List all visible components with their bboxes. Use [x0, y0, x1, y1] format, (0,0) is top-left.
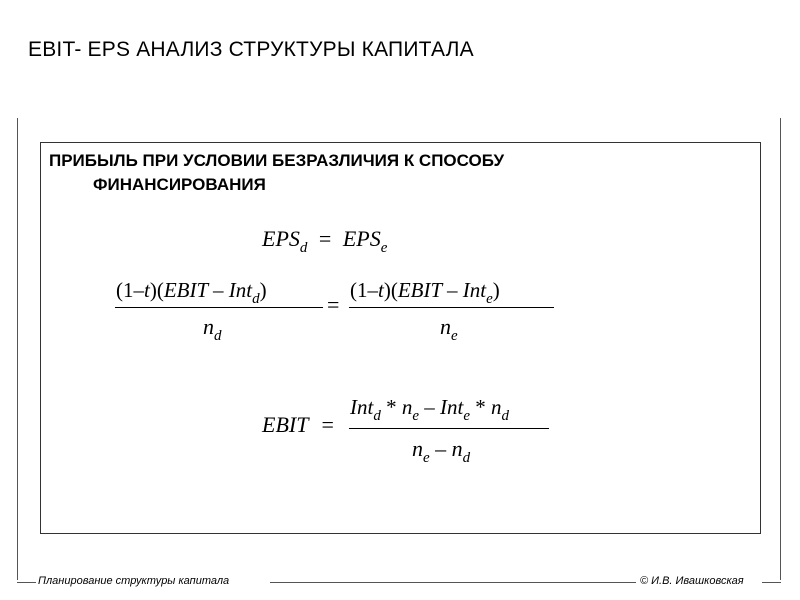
formula-minus: –	[213, 278, 224, 302]
formula-term: n	[412, 436, 423, 461]
formula-term: Int	[228, 278, 253, 302]
formula-subscript: e	[380, 240, 388, 256]
formula-subscript: d	[252, 291, 260, 307]
formula-term: )	[492, 278, 500, 302]
box-heading-line1: ПРИБЫЛЬ ПРИ УСЛОВИИ БЕЗРАЗЛИЧИЯ К СПОСОБУ	[49, 151, 505, 170]
formula-operator: *	[386, 395, 397, 419]
fraction-bar-right	[349, 307, 554, 308]
formula-term: EPS	[262, 226, 300, 251]
footer-rule-right	[762, 582, 781, 583]
formula-term: n	[451, 436, 463, 461]
formula-term: n	[491, 395, 502, 419]
formula-ebit-numerator	[350, 395, 509, 424]
formula-minus: –	[424, 395, 435, 419]
formula-subscript: e	[463, 408, 470, 424]
box-heading	[49, 149, 689, 197]
formula-ebit-denominator	[412, 436, 471, 466]
formula-term: Int	[440, 395, 464, 419]
formula-subscript: d	[299, 240, 308, 256]
footer-course-title: Планирование структуры капитала	[38, 575, 230, 587]
formula-term: EPS	[342, 226, 381, 251]
formula-minus: –	[435, 436, 447, 461]
formula-term: n	[401, 395, 413, 419]
frame-left-rule	[17, 118, 18, 580]
formula-equals: =	[321, 412, 334, 437]
footer-rule-middle	[270, 582, 636, 583]
formula-subscript: d	[501, 408, 509, 424]
formula-term: )	[259, 278, 267, 302]
formula-ebit-lhs	[262, 412, 334, 438]
formula-minus: –	[133, 278, 144, 302]
formula-term: (1	[350, 278, 368, 302]
footer-rule-left	[17, 582, 36, 583]
formula-term: )(	[383, 278, 398, 302]
formula-subscript: d	[462, 450, 471, 466]
formula-indifference-left-numerator	[116, 278, 267, 307]
formula-subscript: e	[451, 328, 458, 344]
formula-equals: =	[327, 292, 340, 317]
footer-author: © И.В. Ивашковская	[640, 575, 744, 587]
formula-term: n	[203, 314, 214, 339]
formula-minus: –	[447, 278, 458, 302]
formula-minus: –	[367, 278, 378, 302]
formula-term: n	[440, 314, 451, 339]
formula-term: EBIT	[262, 412, 309, 437]
formula-subscript: e	[423, 450, 430, 466]
formula-indifference-equals	[327, 292, 339, 318]
formula-term: Int	[462, 278, 487, 302]
content-box	[40, 142, 761, 534]
formula-indifference-left-denominator	[203, 314, 222, 344]
formula-operator: *	[475, 395, 486, 419]
formula-term: Int	[350, 395, 374, 419]
formula-eps-equality	[262, 226, 388, 256]
formula-indifference-right-denominator	[440, 314, 458, 344]
slide-title: EBIT- EPS АНАЛИЗ СТРУКТУРЫ КАПИТАЛА	[28, 38, 474, 61]
formula-subscript: d	[373, 408, 381, 424]
formula-term: )(	[149, 278, 164, 302]
fraction-bar-left	[115, 307, 323, 308]
fraction-bar-ebit	[349, 428, 549, 429]
formula-term: (1	[116, 278, 134, 302]
box-heading-line2: ФИНАНСИРОВАНИЯ	[93, 175, 266, 194]
formula-term: t	[378, 278, 384, 302]
formula-indifference-right-numerator	[350, 278, 500, 307]
frame-right-rule	[780, 118, 781, 580]
formula-subscript: e	[486, 291, 493, 307]
formula-term: EBIT	[163, 278, 208, 302]
formula-subscript: d	[214, 328, 222, 344]
formula-subscript: e	[412, 408, 419, 424]
formula-term: t	[144, 278, 150, 302]
formula-term: EBIT	[397, 278, 442, 302]
formula-equals: =	[318, 226, 332, 251]
